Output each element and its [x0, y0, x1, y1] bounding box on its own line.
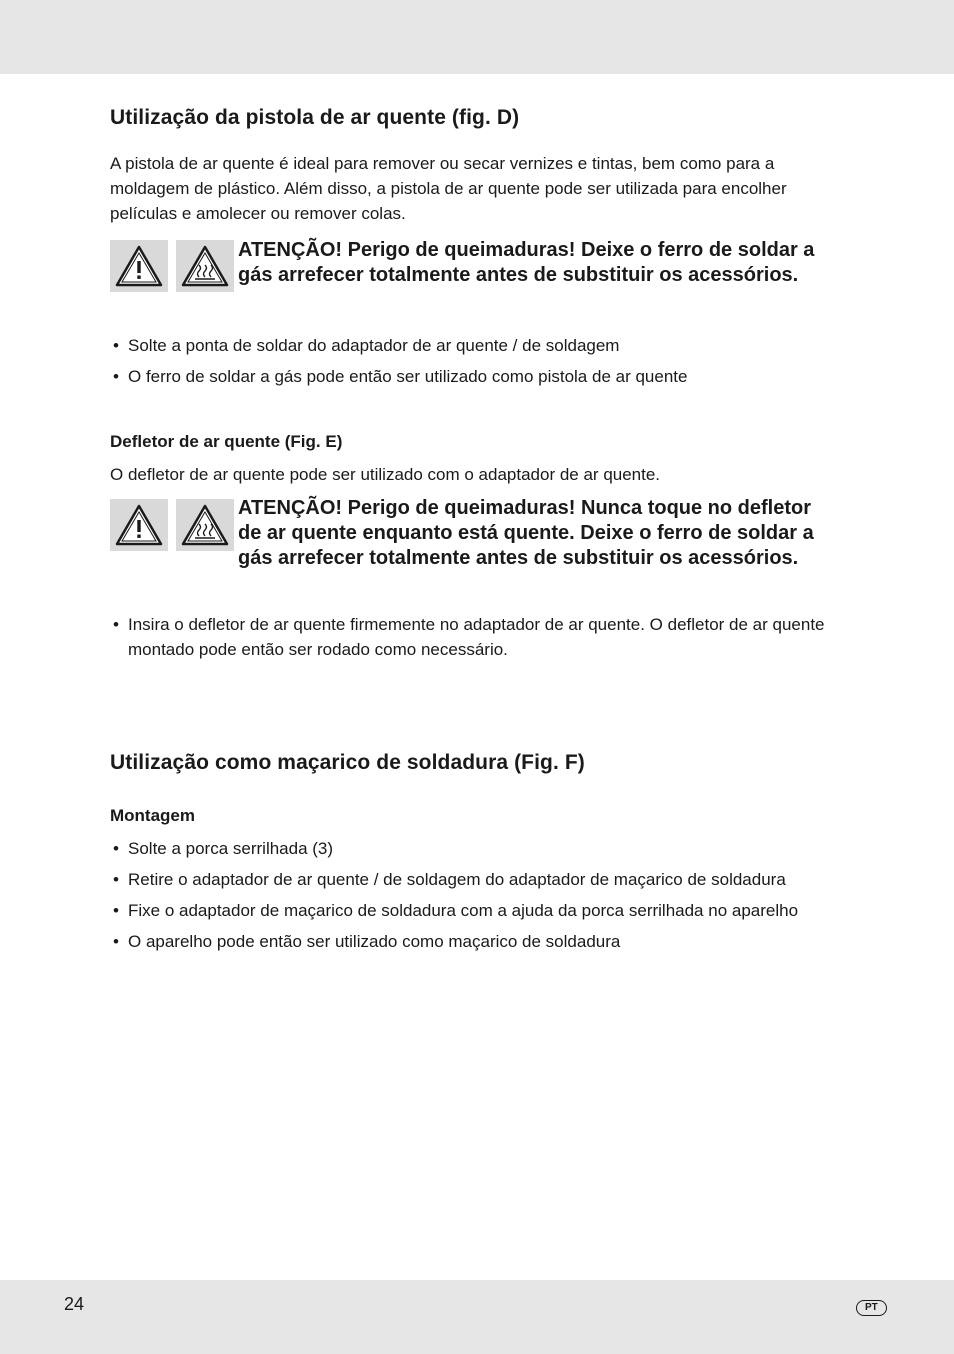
list-item: • Solte a porca serrilhada (3)	[110, 836, 850, 861]
bullet-icon: •	[113, 870, 119, 889]
subsection-title-assembly: Montagem	[110, 806, 195, 825]
bullet-icon: •	[113, 336, 119, 355]
footer-band	[0, 1280, 954, 1354]
subsection-title-deflector: Defletor de ar quente (Fig. E)	[110, 432, 343, 451]
list-item: • O ferro de soldar a gás pode então ser utilizado como pistola de ar quente	[110, 364, 850, 389]
hot-surface-icon	[176, 240, 234, 292]
header-band	[0, 0, 954, 74]
bullet-list	[110, 612, 830, 662]
bullet-list	[110, 836, 850, 954]
bullet-icon: •	[113, 367, 119, 386]
warning-triangle-icon	[110, 240, 168, 292]
language-code: PT	[856, 1300, 887, 1316]
warning-triangle-icon	[110, 499, 168, 551]
deflector-intro: O defletor de ar quente pode ser utilizado com o adaptador de ar quente.	[110, 465, 661, 484]
bullet-icon: •	[113, 615, 119, 634]
section-title-hot-air-gun: Utilização da pistola de ar quente (fig. D)	[110, 106, 520, 129]
bullet-icon: •	[113, 839, 119, 858]
list-item: • Solte a ponta de soldar do adaptador de ar quente / de soldagem	[110, 333, 850, 358]
bullet-icon: •	[113, 901, 119, 920]
warning-text: ATENÇÃO! Perigo de queimaduras! Nunca toque no defletor de ar quente enquanto está quente. Deixe o ferro de soldar a gás arrefecer totalmente antes de substituir os acessórios.	[238, 497, 814, 569]
warning-icons	[110, 499, 234, 551]
warning-icons	[110, 240, 234, 292]
hot-surface-icon	[176, 499, 234, 551]
section-intro: A pistola de ar quente é ideal para remover ou secar vernizes e tintas, bem como para a moldagem de plástico. Além disso, a pistola de ar quente pode ser utilizada para encolher películas e amolecer ou remover colas.	[110, 154, 787, 223]
list-item: • O aparelho pode então ser utilizado como maçarico de soldadura	[110, 929, 850, 954]
bullet-list	[110, 333, 850, 389]
page-number: 24	[64, 1294, 85, 1314]
section-title-torch: Utilização como maçarico de soldadura (Fig. F)	[110, 751, 585, 774]
list-item: • Insira o defletor de ar quente firmemente no adaptador de ar quente. O defletor de ar quente montado pode então ser rodado como necessário.	[110, 612, 830, 662]
list-item: • Fixe o adaptador de maçarico de soldadura com a ajuda da porca serrilhada no aparelho	[110, 898, 808, 923]
warning-text: ATENÇÃO! Perigo de queimaduras! Deixe o ferro de soldar a gás arrefecer totalmente antes de substituir os acessórios.	[238, 239, 815, 286]
language-badge	[856, 1297, 887, 1316]
bullet-icon: •	[113, 932, 119, 951]
list-item: • Retire o adaptador de ar quente / de soldagem do adaptador de maçarico de soldadura	[110, 867, 850, 892]
